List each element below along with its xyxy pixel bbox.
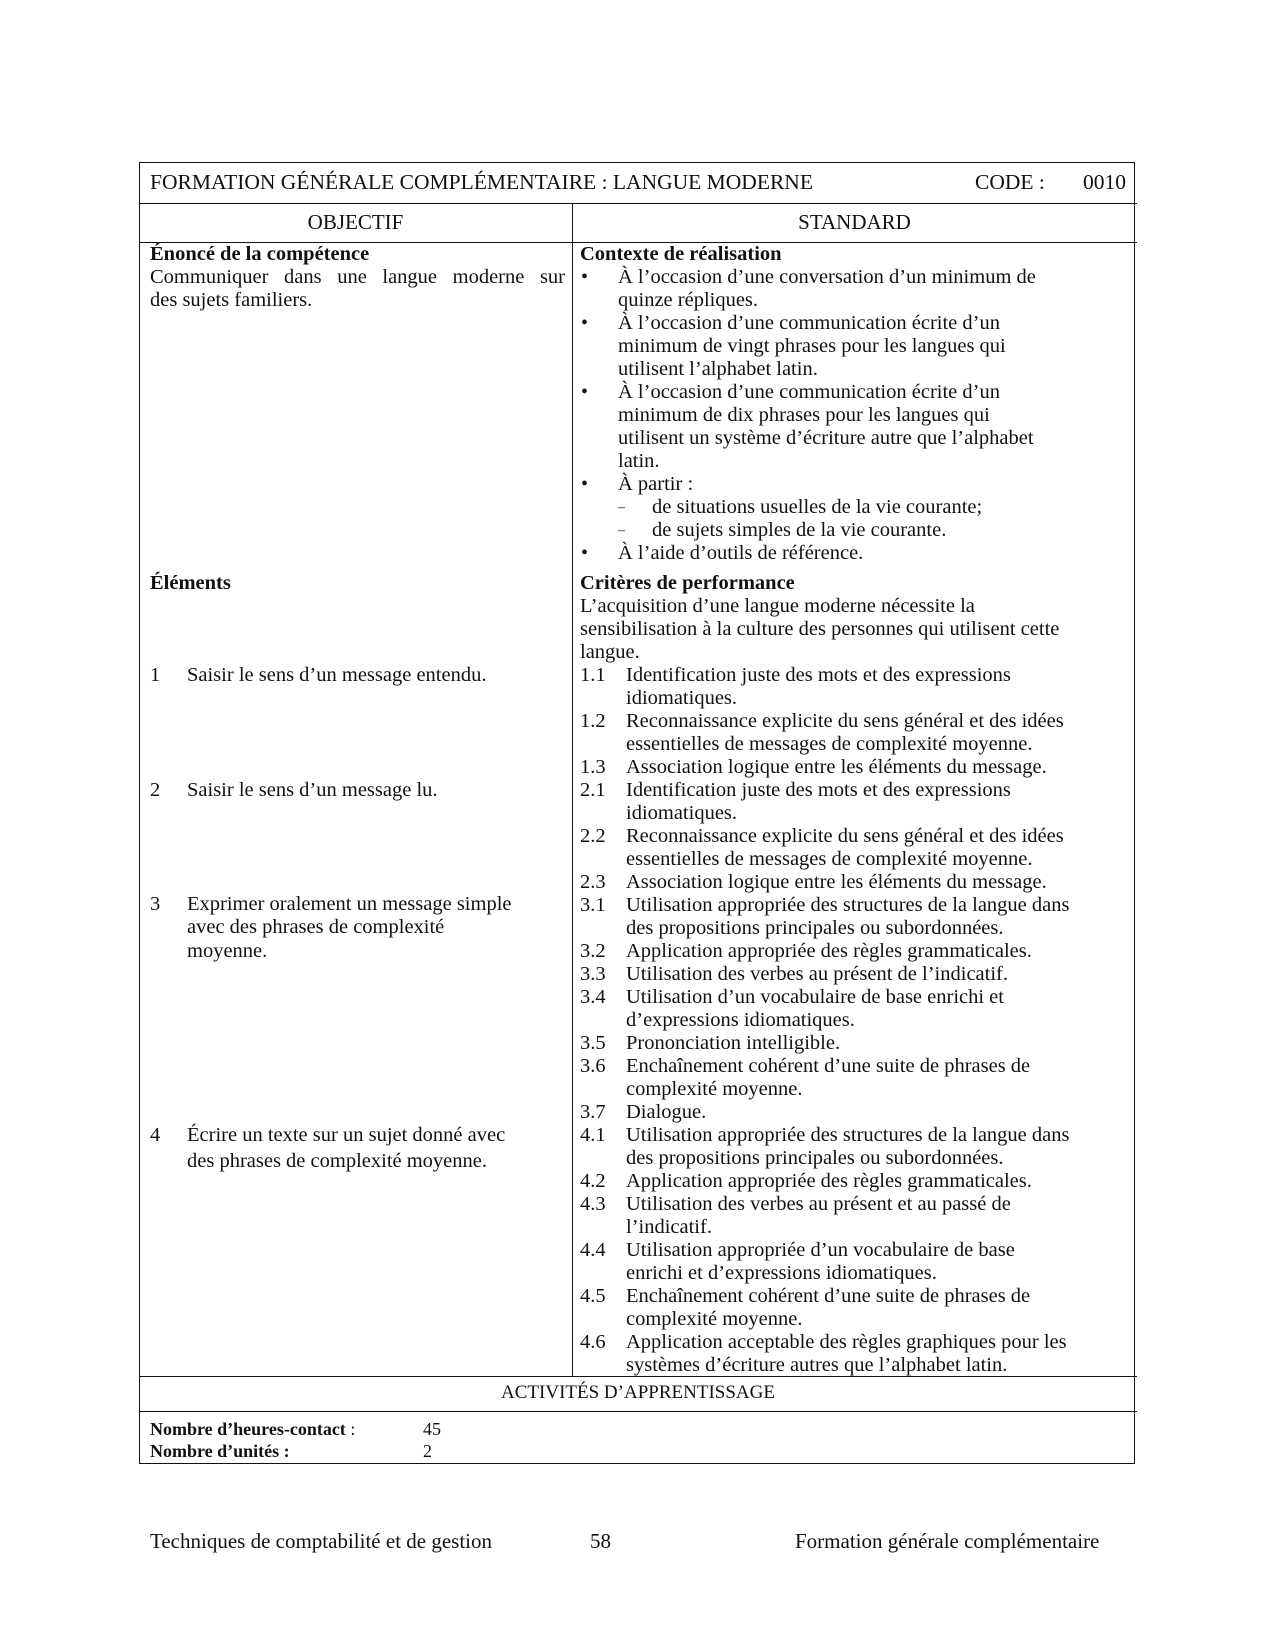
criteres-intro: L’acquisition d’une langue moderne nécessite la [580,595,975,617]
element-text: moyenne. [187,940,268,962]
critere-text: Utilisation appropriée d’un vocabulaire de base [626,1239,1015,1261]
code-value: 0010 [1083,170,1126,194]
critere-number: 4.5 [580,1285,606,1307]
critere-text: des propositions principales ou subordonnées. [626,1147,1004,1169]
critere-text: des propositions principales ou subordonnées. [626,917,1004,939]
activities-bottom-divider [139,1411,1137,1412]
critere-number: 3.6 [580,1055,606,1077]
critere-number: 4.4 [580,1239,606,1261]
critere-text: Utilisation appropriée des structures de la langue dans [626,1124,1070,1146]
critere-text: Identification juste des mots et des expressions [626,779,1011,801]
critere-text: Utilisation appropriée des structures de la langue dans [626,894,1070,916]
bullet-icon: • [581,381,589,403]
critere-text: Application appropriée des règles grammaticales. [626,1170,1032,1192]
contexte-text: À l’aide d’outils de référence. [618,542,864,564]
bullet-icon: • [581,312,589,334]
critere-text: Application appropriée des règles grammaticales. [626,940,1032,962]
page-number: 58 [590,1529,611,1553]
critere-number: 3.7 [580,1101,606,1123]
elements-heading: Éléments [150,572,231,594]
contexte-text: quinze répliques. [618,289,759,311]
contexte-text: À partir : [618,473,694,495]
dash-icon: – [618,523,625,538]
critere-text: Enchaînement cohérent d’une suite de phrases de [626,1285,1031,1307]
bullet-icon: • [581,266,589,288]
critere-text: Reconnaissance explicite du sens général et des idées [626,710,1064,732]
critere-text: l’indicatif. [626,1216,712,1238]
critere-number: 2.1 [580,779,606,801]
element-text: avec des phrases de complexité [187,916,445,938]
element-text: Saisir le sens d’un message entendu. [187,664,487,686]
critere-text: Application acceptable des règles graphiques pour les [626,1331,1067,1353]
contexte-text: minimum de vingt phrases pour les langues qui [618,335,1006,357]
critere-text: Association logique entre les éléments du message. [626,756,1047,778]
enonce-heading: Énoncé de la compétence [150,243,370,265]
contexte-text: minimum de dix phrases pour les langues qui [618,404,990,426]
critere-number: 3.4 [580,986,606,1008]
element-number: 3 [150,893,161,915]
contexte-text: utilisent l’alphabet latin. [618,358,818,380]
critere-text: Association logique entre les éléments du message. [626,871,1047,893]
contexte-text: À l’occasion d’une communication écrite d’un [618,381,1000,403]
element-number: 1 [150,664,161,686]
critere-text: Dialogue. [626,1101,707,1123]
critere-number: 3.1 [580,894,606,916]
standard-header: STANDARD [798,210,911,234]
contexte-subitem: de situations usuelles de la vie courante; [652,496,983,518]
enonce-line: Communiquer dans une langue moderne sur [150,266,565,288]
contexte-subitem: de sujets simples de la vie courante. [652,519,947,541]
critere-text: systèmes d’écriture autres que l’alphabet latin. [626,1354,1008,1376]
critere-number: 2.2 [580,825,606,847]
critere-number: 1.3 [580,756,606,778]
critere-text: Utilisation d’un vocabulaire de base enrichi et [626,986,1004,1008]
contexte-heading: Contexte de réalisation [580,243,782,265]
critere-text: idiomatiques. [626,687,738,709]
units-value: 2 [423,1441,432,1461]
contexte-text: latin. [618,450,660,472]
criteres-intro: sensibilisation à la culture des personnes qui utilisent cette [580,618,1060,640]
critere-text: Utilisation des verbes au présent de l’indicatif. [626,963,1008,985]
critere-text: essentielles de messages de complexité moyenne. [626,848,1033,870]
element-text: Exprimer oralement un message simple [187,893,512,915]
footer-section: Formation générale complémentaire [795,1529,1100,1553]
hours-label [150,1418,355,1440]
activities-heading: ACTIVITÉS D’APPRENTISSAGE [501,1382,775,1403]
contexte-text: utilisent un système d’écriture autre que l’alphabet [618,427,1034,449]
contexte-text: À l’occasion d’une communication écrite d’un [618,312,1000,334]
critere-text: complexité moyenne. [626,1308,803,1330]
critere-text: Enchaînement cohérent d’une suite de phrases de [626,1055,1031,1077]
code-label: CODE : [975,170,1045,194]
units-label: Nombre d’unités : [150,1441,290,1461]
bullet-icon: • [581,542,589,564]
element-text: Saisir le sens d’un message lu. [187,779,438,801]
hours-value: 45 [423,1419,441,1439]
critere-text: Reconnaissance explicite du sens général et des idées [626,825,1064,847]
critere-text: idiomatiques. [626,802,738,824]
critere-text: complexité moyenne. [626,1078,803,1100]
bullet-icon: • [581,473,589,495]
critere-text: Identification juste des mots et des expressions [626,664,1011,686]
criteres-intro: langue. [580,641,640,663]
critere-text: Prononciation intelligible. [626,1032,841,1054]
critere-number: 4.2 [580,1170,606,1192]
contexte-text: À l’occasion d’une conversation d’un minimum de [618,266,1036,288]
critere-number: 2.3 [580,871,606,893]
critere-number: 3.5 [580,1032,606,1054]
header-divider [139,203,1137,204]
column-divider [572,203,573,1376]
hours-label-text: Nombre d’heures-contact [150,1419,346,1439]
critere-text: enrichi et d’expressions idiomatiques. [626,1262,937,1284]
element-text: des phrases de complexité moyenne. [187,1150,488,1172]
enonce-line: des sujets familiers. [150,289,313,311]
course-title: FORMATION GÉNÉRALE COMPLÉMENTAIRE : LANGUE MODERNE [150,170,813,194]
critere-number: 3.3 [580,963,606,985]
critere-number: 4.3 [580,1193,606,1215]
objectif-header: OBJECTIF [307,210,404,234]
critere-number: 4.1 [580,1124,606,1146]
critere-number: 1.2 [580,710,606,732]
critere-number: 1.1 [580,664,606,686]
hours-colon: : [345,1419,356,1439]
element-number: 4 [150,1124,161,1146]
critere-text: d’expressions idiomatiques. [626,1009,855,1031]
critere-text: Utilisation des verbes au présent et au passé de [626,1193,1011,1215]
critere-number: 4.6 [580,1331,606,1353]
element-number: 2 [150,779,161,801]
element-text: Écrire un texte sur un sujet donné avec [187,1124,506,1146]
critere-text: essentielles de messages de complexité moyenne. [626,733,1033,755]
footer-program: Techniques de comptabilité et de gestion [150,1529,493,1553]
critere-number: 3.2 [580,940,606,962]
dash-icon: – [618,500,625,515]
criteres-heading: Critères de performance [580,572,795,594]
